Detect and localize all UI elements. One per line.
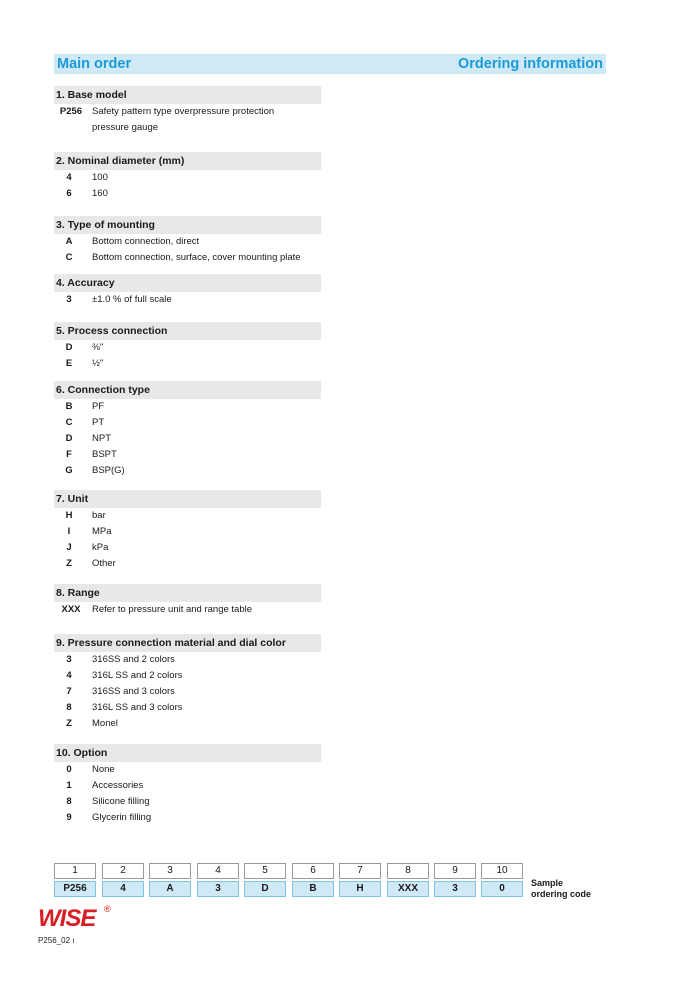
option-row xyxy=(54,186,321,202)
sample-code-value: 4 xyxy=(102,881,144,897)
option-row xyxy=(54,762,321,778)
header-bar xyxy=(54,54,606,74)
sample-code-column xyxy=(197,863,239,897)
option-description: Glycerin filling xyxy=(92,812,152,823)
option-row xyxy=(54,104,321,120)
section-title: 9. Pressure connection material and dial color xyxy=(54,634,321,652)
option-row xyxy=(54,540,321,556)
sample-position-number: 10 xyxy=(481,863,523,879)
option-row xyxy=(54,778,321,794)
option-code: P256 xyxy=(59,106,83,117)
option-description: ½" xyxy=(92,358,104,369)
option-description: Bottom connection, direct xyxy=(92,236,200,247)
option-code: 7 xyxy=(66,686,72,697)
sample-code-column xyxy=(244,863,286,897)
option-description: Refer to pressure unit and range table xyxy=(92,604,253,615)
order-section-5 xyxy=(54,322,321,372)
option-row xyxy=(54,652,321,668)
option-code: H xyxy=(65,510,73,521)
option-description: 160 xyxy=(92,188,108,199)
sample-code-value: 3 xyxy=(434,881,476,897)
option-row xyxy=(54,556,321,572)
option-description: 316L SS and 2 colors xyxy=(92,670,183,681)
option-description: Safety pattern type overpressure protection xyxy=(92,106,275,117)
option-code: XXX xyxy=(61,604,81,615)
ordering-information-title: Ordering information xyxy=(458,56,603,72)
sample-code-value: 3 xyxy=(197,881,239,897)
option-description: 316SS and 3 colors xyxy=(92,686,175,697)
option-description: None xyxy=(92,764,115,775)
option-description: kPa xyxy=(92,542,109,553)
option-row xyxy=(54,810,321,826)
option-row xyxy=(54,716,321,732)
sample-position-number: 9 xyxy=(434,863,476,879)
option-row xyxy=(54,415,321,431)
sample-position-number: 5 xyxy=(244,863,286,879)
option-code: I xyxy=(67,526,71,537)
option-row xyxy=(54,794,321,810)
order-section-9 xyxy=(54,634,321,732)
option-row xyxy=(54,356,321,372)
wise-logo: WISE xyxy=(38,905,96,932)
sample-position-number: 3 xyxy=(149,863,191,879)
option-description: BSP(G) xyxy=(92,465,125,476)
sample-code-column xyxy=(434,863,476,897)
option-description: bar xyxy=(92,510,106,521)
option-description: Other xyxy=(92,558,116,569)
option-code: C xyxy=(65,417,73,428)
section-title: 4. Accuracy xyxy=(54,274,321,292)
option-code: F xyxy=(66,449,72,460)
sample-ordering-code-label: Sample ordering code xyxy=(531,878,592,899)
sample-code-value: XXX xyxy=(387,881,429,897)
option-row xyxy=(54,292,321,308)
option-row xyxy=(54,684,321,700)
option-description: pressure gauge xyxy=(92,122,159,133)
sample-code-column xyxy=(102,863,144,897)
option-description: ⅜" xyxy=(92,342,104,353)
option-description: NPT xyxy=(92,433,111,444)
section-title: 2. Nominal diameter (mm) xyxy=(54,152,321,170)
option-description: Silicone filling xyxy=(92,796,150,807)
sample-code-value: P256 xyxy=(54,881,96,897)
option-row xyxy=(54,508,321,524)
option-code: D xyxy=(65,433,73,444)
option-description: ±1.0 % of full scale xyxy=(92,294,172,305)
registered-mark: ® xyxy=(104,904,111,914)
option-code: E xyxy=(65,358,73,369)
section-title: 10. Option xyxy=(54,744,321,762)
sample-position-number: 7 xyxy=(339,863,381,879)
option-code: G xyxy=(65,465,73,476)
sample-code-value: A xyxy=(149,881,191,897)
option-code: Z xyxy=(66,558,72,569)
sample-code-column xyxy=(339,863,381,897)
option-code: Z xyxy=(66,718,72,729)
section-title: 8. Range xyxy=(54,584,321,602)
option-row xyxy=(54,250,321,266)
option-description: 316L SS and 3 colors xyxy=(92,702,183,713)
option-row xyxy=(54,700,321,716)
sample-code-column xyxy=(387,863,429,897)
option-code: 9 xyxy=(66,812,72,823)
option-row xyxy=(54,668,321,684)
option-row xyxy=(54,431,321,447)
sample-position-number: 8 xyxy=(387,863,429,879)
option-description: BSPT xyxy=(92,449,117,460)
sample-code-column xyxy=(481,863,523,897)
order-section-10 xyxy=(54,744,321,826)
order-section-8 xyxy=(54,584,321,618)
footer-doc-code: P256_02 ı xyxy=(38,936,75,945)
section-title: 3. Type of mounting xyxy=(54,216,321,234)
order-section-6 xyxy=(54,381,321,479)
section-title: 1. Base model xyxy=(54,86,321,104)
sample-code-value: 0 xyxy=(481,881,523,897)
option-description: Bottom connection, surface, cover mounting plate xyxy=(92,252,301,263)
option-row xyxy=(54,120,321,136)
option-row xyxy=(54,602,321,618)
option-description: MPa xyxy=(92,526,112,537)
option-row xyxy=(54,170,321,186)
sample-code-column xyxy=(54,863,96,897)
option-row xyxy=(54,524,321,540)
option-code: A xyxy=(65,236,73,247)
sample-position-number: 4 xyxy=(197,863,239,879)
option-row xyxy=(54,463,321,479)
sample-code-column xyxy=(149,863,191,897)
main-order-title: Main order xyxy=(57,56,132,72)
option-code: 3 xyxy=(66,654,72,665)
option-row xyxy=(54,447,321,463)
option-description: PF xyxy=(92,401,105,412)
sample-code-column xyxy=(292,863,334,897)
option-code: 8 xyxy=(66,702,72,713)
option-code: 4 xyxy=(66,172,72,183)
option-code: 0 xyxy=(66,764,72,775)
sample-position-number: 6 xyxy=(292,863,334,879)
option-code: 1 xyxy=(66,780,72,791)
option-code: 4 xyxy=(66,670,72,681)
sample-code-value: B xyxy=(292,881,334,897)
option-description: 316SS and 2 colors xyxy=(92,654,175,665)
section-title: 6. Connection type xyxy=(54,381,321,399)
sample-code-value: H xyxy=(339,881,381,897)
option-code: 3 xyxy=(66,294,72,305)
option-row xyxy=(54,340,321,356)
option-code: D xyxy=(65,342,73,353)
option-code: J xyxy=(66,542,72,553)
sample-position-number: 2 xyxy=(102,863,144,879)
option-row xyxy=(54,234,321,250)
order-section-1 xyxy=(54,86,321,136)
order-section-3 xyxy=(54,216,321,266)
option-description: Accessories xyxy=(92,780,144,791)
sample-code-value: D xyxy=(244,881,286,897)
order-section-7 xyxy=(54,490,321,572)
option-code: B xyxy=(65,401,73,412)
section-title: 7. Unit xyxy=(54,490,321,508)
option-row xyxy=(54,399,321,415)
option-description: Monel xyxy=(92,718,118,729)
section-title: 5. Process connection xyxy=(54,322,321,340)
option-code: 6 xyxy=(66,188,72,199)
option-code: C xyxy=(65,252,73,263)
option-code: 8 xyxy=(66,796,72,807)
option-description: 100 xyxy=(92,172,108,183)
option-description: PT xyxy=(92,417,105,428)
order-section-2 xyxy=(54,152,321,202)
sample-position-number: 1 xyxy=(54,863,96,879)
order-section-4 xyxy=(54,274,321,308)
